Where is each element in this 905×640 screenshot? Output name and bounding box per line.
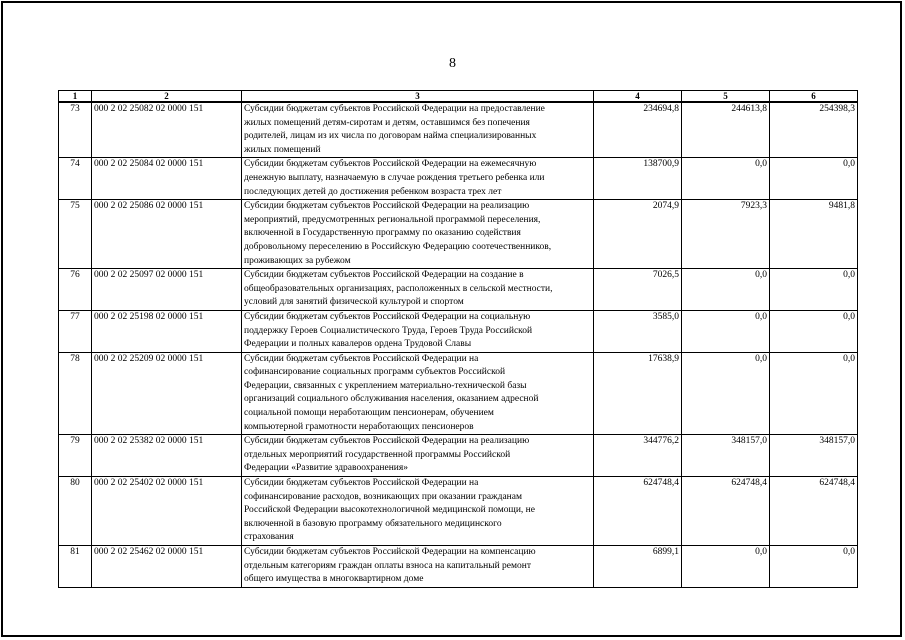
column-header: 3 [242,91,594,103]
amount-col-6: 624748,4 [770,477,858,546]
budget-code: 000 2 02 25084 02 0000 151 [92,158,242,200]
description-line: отдельных мероприятий государственной программы Российской [244,449,511,460]
description-cell [242,352,594,435]
description-line: включенной в базовую программу обязательного медицинского [244,518,502,529]
description-cell [242,200,594,269]
description-cell [242,158,594,200]
description-line: Федерации, связанных с укреплением материально-технической базы [244,380,527,391]
amount-col-4: 3585,0 [594,310,682,352]
amount-col-5: 0,0 [682,546,770,588]
row-number: 73 [59,102,92,158]
description-line: Субсидии бюджетам субъектов Российской Федерации на [244,353,479,364]
amount-col-4: 344776,2 [594,435,682,477]
column-header: 4 [594,91,682,103]
amount-col-5: 348157,0 [682,435,770,477]
amount-col-6: 0,0 [770,352,858,435]
description-line: поддержку Героев Социалистического Труда, Героев Труда Российской [244,325,533,336]
description-line: софинансирование расходов, возникающих при оказании гражданам [244,491,522,502]
description-line: Субсидии бюджетам субъектов Российской Федерации на предоставление [244,104,545,114]
description-line: Субсидии бюджетам субъектов Российской Федерации на создание в [244,270,524,281]
description-line: Федерации «Развитие здравоохранения» [244,463,409,474]
description-line: общего имущества в многоквартирном доме [244,574,424,585]
column-header: 5 [682,91,770,103]
amount-col-5: 0,0 [682,269,770,311]
budget-code: 000 2 02 25198 02 0000 151 [92,310,242,352]
description-line: денежную выплату, назначаемую в случае рождения третьего ребенка или [244,172,545,183]
description-line: мероприятий, предусмотренных региональной программой переселения, [244,214,541,225]
table-row [59,435,858,477]
budget-code: 000 2 02 25462 02 0000 151 [92,546,242,588]
row-number: 75 [59,200,92,269]
table-row [59,352,858,435]
amount-col-6: 0,0 [770,310,858,352]
description-line: страхования [244,532,294,543]
column-header: 2 [92,91,242,103]
amount-col-4: 234694,8 [594,102,682,158]
description-line: организаций социального обслуживания населения, оказанием адресной [244,394,539,405]
description-line: софинансирование социальных программ субъектов Российской [244,367,506,378]
amount-col-6: 9481,8 [770,200,858,269]
row-number: 80 [59,477,92,546]
description-line: проживающих за рубежом [244,255,351,266]
description-cell [242,269,594,311]
budget-code: 000 2 02 25086 02 0000 151 [92,200,242,269]
table-row [59,477,858,546]
description-line: Федерации и полных кавалеров ордена Трудовой Славы [244,339,472,350]
description-cell [242,477,594,546]
budget-code: 000 2 02 25097 02 0000 151 [92,269,242,311]
description-line: родителей, лицам из их числа по договорам найма специализированных [244,131,537,142]
table-row [59,546,858,588]
row-number: 79 [59,435,92,477]
amount-col-5: 0,0 [682,352,770,435]
table-row [59,102,858,158]
amount-col-5: 244613,8 [682,102,770,158]
description-cell [242,546,594,588]
description-line: жилых помещений [244,144,321,155]
description-line: включенной в Государственную программу по оказанию содействия [244,228,521,239]
amount-col-4: 6899,1 [594,546,682,588]
description-line: социальной помощи неработающим пенсионерам, обучением [244,408,494,419]
amount-col-4: 624748,4 [594,477,682,546]
description-line: жилых помещений детям-сиротам и детям, оставшимся без попечения [244,117,530,128]
subsidies-table [58,90,858,588]
description-line: Российской Федерации высокотехнологичной медицинской помощи, не [244,505,535,516]
description-line: Субсидии бюджетам субъектов Российской Федерации на социальную [244,311,531,322]
description-line: общеобразовательных организациях, расположенных в сельской местности, [244,283,553,294]
budget-code: 000 2 02 25209 02 0000 151 [92,352,242,435]
description-cell [242,102,594,158]
description-line: отдельным категориям граждан оплаты взноса на капитальный ремонт [244,560,531,571]
row-number: 81 [59,546,92,588]
amount-col-5: 7923,3 [682,200,770,269]
amount-col-4: 2074,9 [594,200,682,269]
row-number: 77 [59,310,92,352]
amount-col-5: 0,0 [682,310,770,352]
page-number: 8 [449,56,456,71]
amount-col-6: 0,0 [770,158,858,200]
amount-col-4: 17638,9 [594,352,682,435]
description-cell [242,310,594,352]
row-number: 74 [59,158,92,200]
table-header-row [59,91,858,103]
budget-code: 000 2 02 25382 02 0000 151 [92,435,242,477]
description-line: Субсидии бюджетам субъектов Российской Федерации на компенсацию [244,547,536,557]
description-line: Субсидии бюджетам субъектов Российской Федерации на реализацию [244,436,530,447]
table-row [59,269,858,311]
amount-col-5: 0,0 [682,158,770,200]
description-line: условий для занятий физической культурой и спортом [244,297,464,308]
table-row [59,158,858,200]
description-line: последующих детей до достижения ребенком возраста трех лет [244,186,502,197]
row-number: 78 [59,352,92,435]
budget-code: 000 2 02 25082 02 0000 151 [92,102,242,158]
amount-col-6: 0,0 [770,546,858,588]
description-line: Субсидии бюджетам субъектов Российской Федерации на реализацию [244,201,530,212]
amount-col-5: 624748,4 [682,477,770,546]
column-header: 6 [770,91,858,103]
description-cell [242,435,594,477]
description-line: Субсидии бюджетам субъектов Российской Федерации на ежемесячную [244,159,537,170]
budget-code: 000 2 02 25402 02 0000 151 [92,477,242,546]
table-row [59,310,858,352]
description-line: компьютерной грамотности неработающих пенсионеров [244,421,474,432]
amount-col-4: 138700,9 [594,158,682,200]
amount-col-4: 7026,5 [594,269,682,311]
table-row [59,200,858,269]
description-line: Субсидии бюджетам субъектов Российской Федерации на [244,478,479,489]
amount-col-6: 254398,3 [770,102,858,158]
description-line: добровольному переселению в Российскую Федерацию соотечественников, [244,241,552,252]
amount-col-6: 348157,0 [770,435,858,477]
row-number: 76 [59,269,92,311]
amount-col-6: 0,0 [770,269,858,311]
column-header: 1 [59,91,92,103]
